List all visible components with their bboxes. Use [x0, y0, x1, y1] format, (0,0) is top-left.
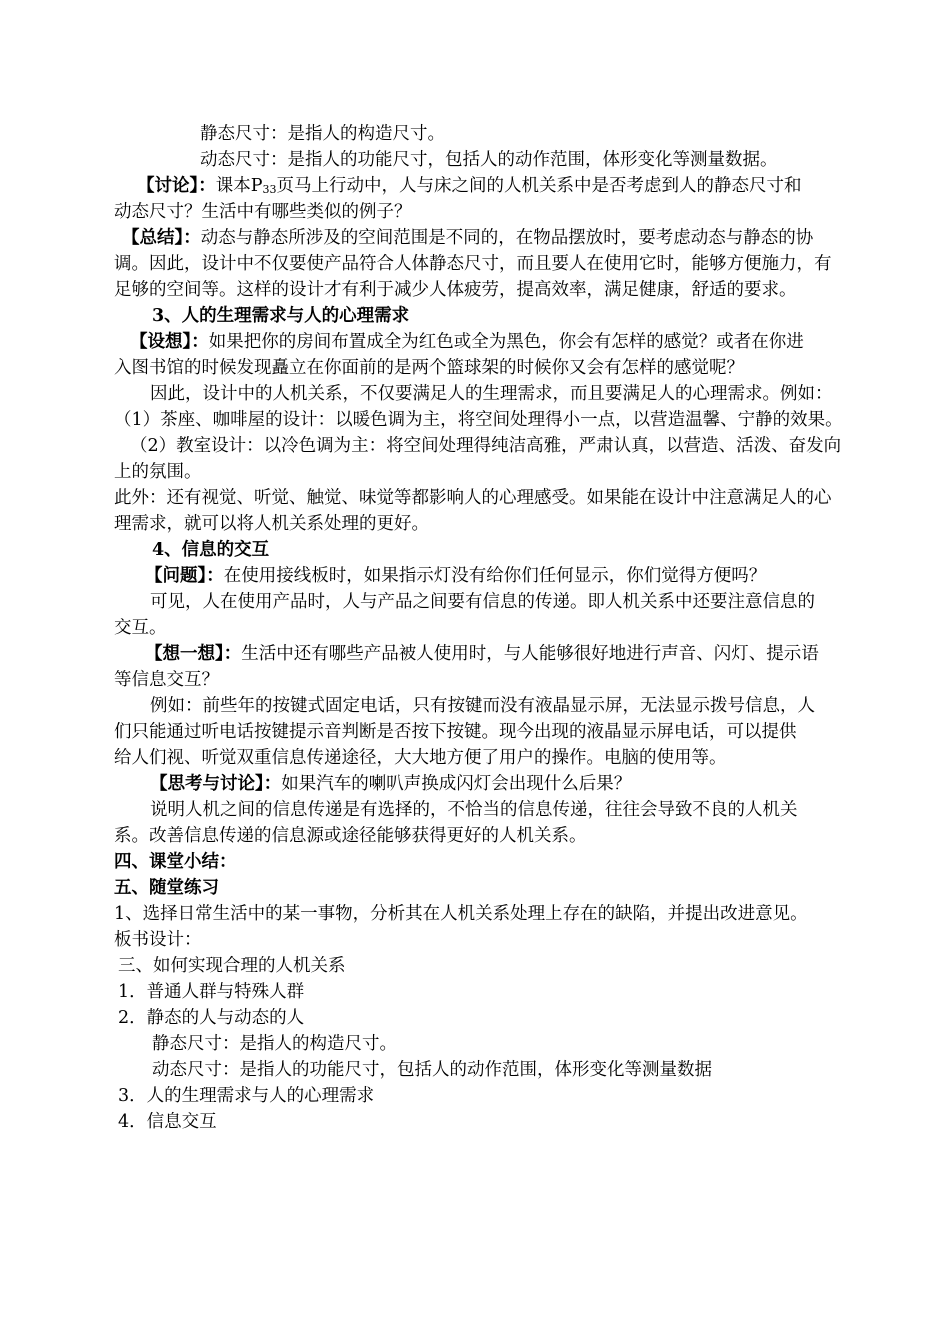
reflect-text: 如果汽车的喇叭声换成闪灯会出现什么后果？: [281, 774, 632, 794]
summary-line-3: 足够的空间等。这样的设计才有利于减少人体疲劳，提高效率，满足健康，舒适的要求。: [114, 280, 797, 300]
assumption-heading: 【设想】：: [130, 332, 209, 352]
section-heading-3: 3、人的生理需求与人的心理需求: [152, 306, 410, 326]
reflect-heading: 【思考与讨论】：: [150, 774, 282, 794]
explain-paragraph: 说明人机之间的信息传递是有选择的，不恰当的信息传递，往往会导致不良的人机关: [150, 800, 798, 820]
board-design-label: 板书设计：: [114, 930, 202, 950]
discussion-line-2: 动态尺寸？生活中有哪些类似的例子？: [114, 202, 412, 222]
assumption-text: 如果把你的房间布置成全为红色或全为黑色，你会有怎样的感觉？或者在你进: [208, 332, 804, 352]
static-size-definition: 静态尺寸：是指人的构造尺寸。: [200, 124, 445, 144]
think-paragraph: [145, 641, 819, 667]
example-phone-line-2: 们只能通过听电话按键提示音判断是否按下按键。现今出现的液晶显示屏电话，可以提供: [114, 722, 797, 742]
assumption-line-2: 入图书馆的时候发现矗立在你面前的是两个篮球架的时候你又会有怎样的感觉呢？: [114, 358, 744, 378]
explain-line-2: 系。改善信息传递的信息源或途径能够获得更好的人机关系。: [114, 826, 587, 846]
visible-line-2: 交互。: [114, 618, 167, 638]
board-item-4: 4．信息交互: [118, 1112, 217, 1132]
think-line-2: 等信息交互？: [114, 670, 219, 690]
discussion-text-a: 课本P: [215, 176, 263, 196]
board-item-1: 1．普通人群与特殊人群: [118, 982, 305, 1002]
board-title: 三、如何实现合理的人机关系: [118, 956, 346, 976]
dynamic-size-definition: 动态尺寸：是指人的功能尺寸，包括人的动作范围，体形变化等测量数据。: [200, 150, 778, 170]
summary-paragraph: [122, 225, 813, 251]
besides-paragraph: 此外：还有视觉、听觉、触觉、味觉等都影响人的心理感受。如果能在设计中注意满足人的心: [114, 488, 832, 508]
assumption-paragraph: [130, 329, 804, 355]
discussion-heading: 【讨论】：: [137, 176, 216, 196]
reflect-paragraph: [150, 771, 631, 797]
board-static-size: 静态尺寸：是指人的构造尺寸。: [152, 1034, 397, 1054]
question-paragraph: [145, 563, 766, 589]
think-text: 生活中还有哪些产品被人使用时，与人能够很好地进行声音、闪灯、提示语: [241, 644, 819, 664]
example-phone-line-3: 给人们视、听觉双重信息传递途径，大大地方便了用户的操作。电脑的使用等。: [114, 748, 727, 768]
summary-line-2: 调。因此，设计中不仅要使产品符合人体静态尺寸，而且要人在使用它时，能够方便施力，有: [114, 254, 832, 274]
section-heading-4: 4、信息的交互: [152, 540, 270, 560]
board-item-2: 2．静态的人与动态的人: [118, 1008, 305, 1028]
class-summary-heading: 四、课堂小结：: [114, 852, 237, 872]
summary-text: 动态与静态所涉及的空间范围是不同的，在物品摆放时，要考虑动态与静态的协: [200, 228, 814, 248]
practice-item-1: 1、选择日常生活中的某一事物，分析其在人机关系处理上存在的缺陷，并提出改进意见。: [114, 904, 808, 924]
question-text: 在使用接线板时，如果指示灯没有给你们任何显示，你们觉得方便吗？: [223, 566, 767, 586]
board-item-3: 3．人的生理需求与人的心理需求: [118, 1086, 375, 1106]
board-dynamic-size: 动态尺寸：是指人的功能尺寸，包括人的动作范围，体形变化等测量数据: [152, 1060, 712, 1080]
example-classroom-line-2: 上的氛围。: [114, 462, 202, 482]
besides-line-2: 理需求，就可以将人机关系处理的更好。: [114, 514, 429, 534]
page-number-subscript: 33: [262, 183, 277, 196]
summary-heading: 【总结】：: [122, 228, 201, 248]
example-teahouse: （1）茶座、咖啡屋的设计：以暖色调为主，将空间处理得小一点，以营造温馨、宁静的效果。: [114, 410, 843, 430]
example-classroom: （2）教室设计：以冷色调为主：将空间处理得纯洁高雅，严肃认真，以营造、活泼、奋发向: [130, 436, 842, 456]
practice-heading: 五、随堂练习: [114, 878, 219, 898]
visible-paragraph: 可见，人在使用产品时，人与产品之间要有信息的传递。即人机关系中还要注意信息的: [150, 592, 815, 612]
therefore-paragraph: 因此，设计中的人机关系，不仅要满足人的生理需求，而且要满足人的心理需求。例如：: [150, 384, 833, 404]
example-phone-paragraph: 例如：前些年的按键式固定电话，只有按键而没有液晶显示屏，无法显示拨号信息，人: [150, 696, 815, 716]
question-heading: 【问题】：: [145, 566, 224, 586]
discussion-text-b: 页马上行动中，人与床之间的人机关系中是否考虑到人的静态尺寸和: [276, 176, 802, 196]
think-heading: 【想一想】：: [145, 644, 242, 664]
